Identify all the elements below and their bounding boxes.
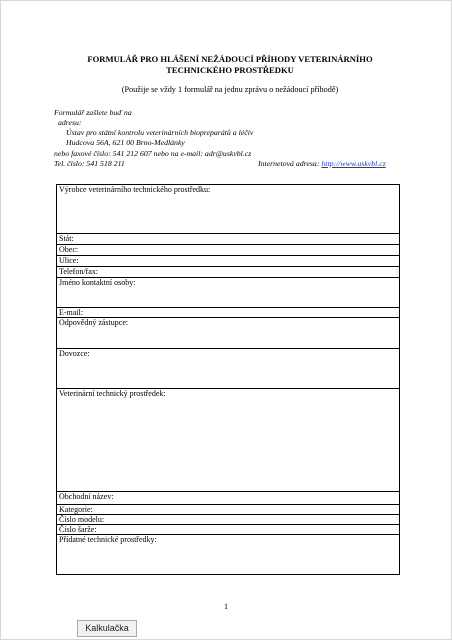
- field-category[interactable]: Kategorie:: [57, 504, 399, 514]
- report-form: [56, 184, 400, 575]
- field-representative[interactable]: Odpovědný zástupce:: [57, 317, 399, 348]
- field-municipality[interactable]: Obec:: [57, 244, 399, 255]
- instruction-line: Formulář zašlete buď na: [54, 108, 132, 117]
- web-link[interactable]: http://www.uskvbl.cz: [321, 159, 386, 168]
- field-manufacturer[interactable]: Výrobce veterinárního technického prostředku:: [59, 185, 211, 194]
- document-title: [40, 54, 420, 76]
- field-importer[interactable]: Dovozce:: [57, 348, 399, 388]
- instruction-address-line: Ústav pro státní kontrolu veterinárních biopreparátů a léčiv: [66, 128, 254, 137]
- title-line-2: TECHNICKÉHO PROSTŘEDKU: [166, 65, 294, 75]
- instruction-web: [258, 159, 386, 169]
- instruction-address-line: Hudcova 56A, 621 00 Brno-Medlánky: [66, 138, 185, 147]
- field-phone-fax[interactable]: Telefon/fax:: [57, 266, 399, 277]
- calculator-taskbar-button[interactable]: Kalkulačka: [77, 620, 137, 637]
- title-line-1: FORMULÁŘ PRO HLÁŠENÍ NEŽÁDOUCÍ PŘÍHODY VETERINÁRNÍHO: [87, 54, 373, 64]
- instruction-fax-email: nebo faxové číslo: 541 212 607 nebo na e-mail: adr@uskvbl.cz: [54, 149, 252, 158]
- page-number: 1: [224, 602, 228, 611]
- field-contact-person[interactable]: Jméno kontaktní osoby:: [57, 277, 399, 307]
- field-batch-number[interactable]: Číslo šarže:: [57, 524, 399, 534]
- field-state[interactable]: Stát:: [57, 233, 399, 244]
- document-subtitle: (Použije se vždy 1 formulář na jednu zprávu o nežádoucí příhodě): [121, 85, 339, 94]
- field-model-number[interactable]: Číslo modelu:: [57, 514, 399, 524]
- web-label: Internetová adresa:: [258, 159, 320, 168]
- instruction-line: adresu:: [58, 118, 82, 127]
- field-accessories[interactable]: Přídatné technické prostředky:: [57, 534, 399, 574]
- field-trade-name[interactable]: Obchodní název:: [57, 491, 399, 504]
- field-device[interactable]: Veterinární technický prostředek:: [57, 388, 399, 491]
- instruction-phone: Tel. číslo: 541 518 211: [54, 159, 125, 168]
- field-street[interactable]: Ulice:: [57, 255, 399, 266]
- field-email[interactable]: E-mail:: [57, 307, 399, 317]
